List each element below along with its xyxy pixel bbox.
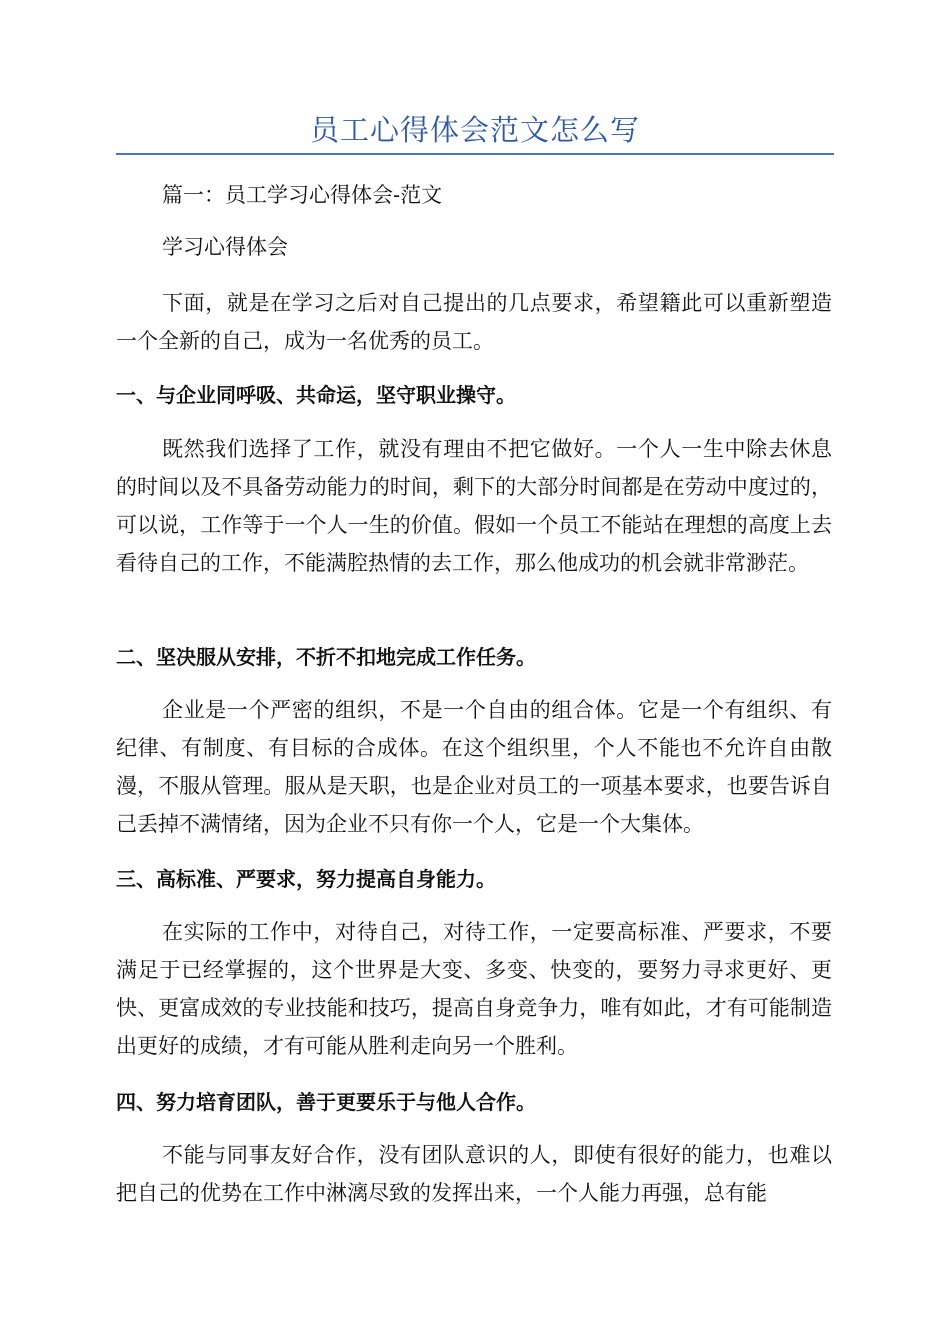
section-body-1: 既然我们选择了工作，就没有理由不把它做好。一个人一生中除去休息的时间以及不具备劳动能力的时间，剩下的大部分时间都是在劳动中度过的，可以说，工作等于一个人一生的价值。假如一个员工不能站在理想的高度上去看待自己的工作，不能满腔热情的去工作，那么他成功的机会就非常渺茫。 [116,437,832,575]
document-title: 员工心得体会范文怎么写 [309,113,640,147]
section-body-3: 在实际的工作中，对待自己，对待工作，一定要高标准、严要求，不要满足于已经掌握的，这个世界是大变、多变、快变的，要努力寻求更好、更快、更富成效的专业技能和技巧，提高自身竞争力，唯有如此，才有可能制造出更好的成绩，才有可能从胜利走向另一个胜利。 [116,920,832,1058]
subtitle: 篇一：员工学习心得体会-范文 [162,183,443,207]
section-heading-3: 三、高标准、严要求，努力提高自身能力。 [116,867,496,891]
section-label: 学习心得体会 [162,235,288,259]
section-heading-1: 一、与企业同呼吸、共命运，坚守职业操守。 [116,383,516,407]
title-underline [116,153,834,155]
section-body-4: 不能与同事友好合作，没有团队意识的人，即使有很好的能力，也难以把自己的优势在工作中淋漓尽致的发挥出来，一个人能力再强，总有能 [116,1143,832,1205]
section-heading-2: 二、坚决服从安排，不折不扣地完成工作任务。 [116,645,536,669]
section-body-2: 企业是一个严密的组织，不是一个自由的组合体。它是一个有组织、有纪律、有制度、有目标的合成体。在这个组织里，个人不能也不允许自由散漫，不服从管理。服从是天职，也是企业对员工的一项基本要求，也要告诉自己丢掉不满情绪，因为企业不只有你一个人，它是一个大集体。 [116,698,832,836]
section-heading-4: 四、努力培育团队，善于更要乐于与他人合作。 [116,1090,536,1114]
intro-paragraph: 下面，就是在学习之后对自己提出的几点要求，希望籍此可以重新塑造一个全新的自己，成为一名优秀的员工。 [116,291,832,353]
